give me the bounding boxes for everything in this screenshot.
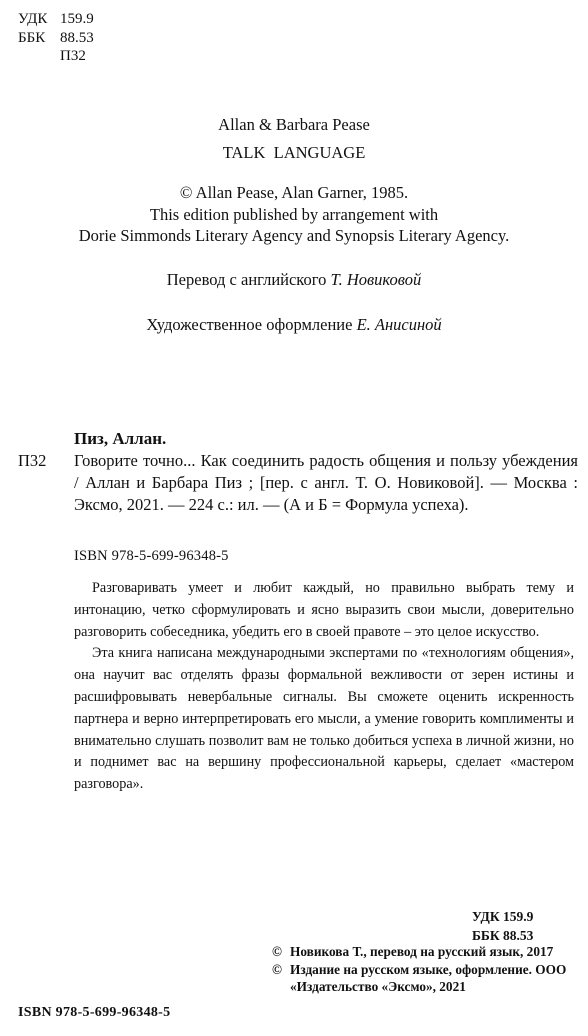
footer-udk: УДК 159.9 <box>472 909 534 924</box>
copyright-edition-entry <box>272 961 582 996</box>
design-credit <box>0 315 588 335</box>
translation-credit <box>0 270 588 290</box>
biblio-record-text: Говорите точно... Как соединить радость общения и пользу убеждения / Аллан и Барбара Пиз ; [пер. с англ. Т. О. Новиковой]. — Москва : Эксмо, 2021. — 224 с.: ил. — (А и Б = Формула успеха). <box>74 451 578 514</box>
annotation-paragraph: Эта книга написана международными экспертами по «технологиям общения», она научит вас отделять фразы формальной вежливости от зерен истины и расшифровывать невербальные сигналы. Вы сможете оценить искренность партнера и верно интерпретировать его мысли, а умение говорить комплименты и внимательно слушать позволит вам не только добиться успеха в личной жизни, но и поднимет вас на вершину профессиональной карьеры, сделает «мастером разговора». <box>74 645 574 793</box>
copyright-edition: Издание на русском языке, оформление. ООО «Издательство «Эксмо», 2021 <box>290 961 567 994</box>
author-sign-row <box>18 47 94 66</box>
original-authors: Allan & Barbara Pease <box>218 115 370 134</box>
copyright-line: © Allan Pease, Alan Garner, 1985. <box>179 183 409 202</box>
biblio-body <box>18 450 578 516</box>
copyright-block <box>272 943 582 996</box>
footer-bbk: ББК 88.53 <box>472 928 534 943</box>
copyright-line: Dorie Simmonds Literary Agency and Synopsis Literary Agency. <box>78 226 510 245</box>
original-title: TALK LANGUAGE <box>222 143 366 162</box>
annotation-paragraph: Разговаривать умеет и любит каждый, но правильно выбрать тему и интонацию, четко сформулировать и ясно выразить свои мысли, доверительно разговорить собеседника, убедить его в своей правоте – это целое искусство. <box>74 580 574 640</box>
copyright-translation: Новикова Т., перевод на русский язык, 2017 <box>290 944 554 959</box>
author-sign: П32 <box>60 48 86 64</box>
annotation <box>74 578 574 796</box>
original-copyright <box>0 182 588 247</box>
footer-classification <box>472 907 533 945</box>
biblio-code: П32 <box>18 451 47 470</box>
bbk-label: ББК <box>18 29 46 46</box>
bbk-row <box>18 29 94 48</box>
classification-block <box>18 10 94 66</box>
biblio-isbn: ISBN 978-5-699-96348-5 <box>74 548 229 564</box>
udk-row <box>18 10 94 29</box>
copyright-symbol: © <box>272 961 282 977</box>
footer-isbn: ISBN 978-5-699-96348-5 <box>18 1005 171 1020</box>
designer-name: Е. Анисиной <box>356 315 442 334</box>
translator-name: Т. Новиковой <box>330 270 422 289</box>
translation-prefix: Перевод с английского <box>166 270 331 289</box>
udk-label: УДК <box>18 11 48 27</box>
design-prefix: Художественное оформление <box>146 315 357 334</box>
bibliographic-record <box>18 428 578 516</box>
copyright-translation-entry <box>272 943 582 961</box>
copyright-symbol: © <box>272 944 282 959</box>
biblio-author-heading: Пиз, Аллан. <box>74 429 167 448</box>
bbk-value: 88.53 <box>60 29 94 46</box>
copyright-line: This edition published by arrangement with <box>149 204 439 224</box>
udk-value: 159.9 <box>60 11 94 27</box>
